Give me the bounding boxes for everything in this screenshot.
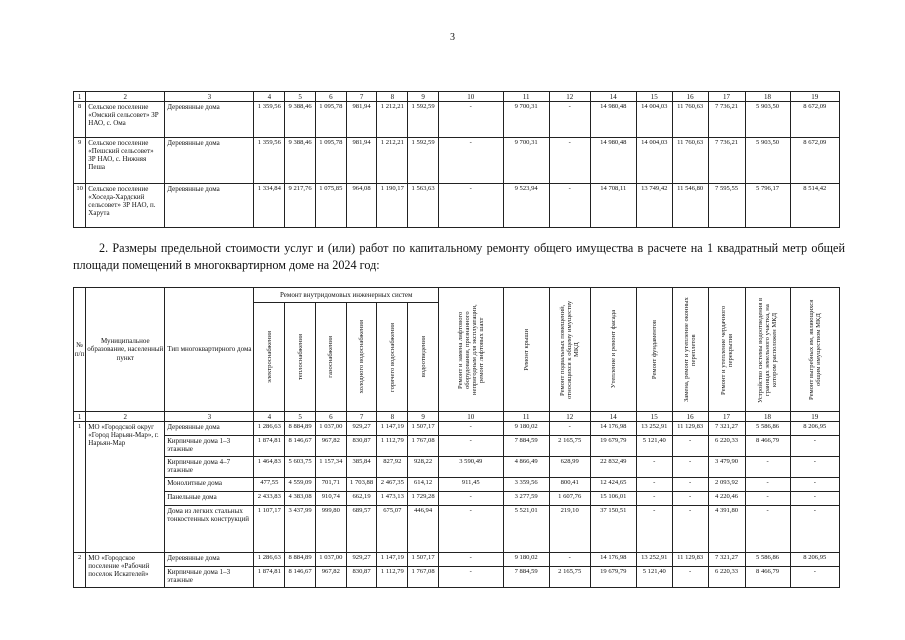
column-number: 10 [438, 92, 503, 102]
value-cell: 11 760,63 [672, 102, 708, 138]
value-cell: - [636, 478, 672, 492]
value-cell: 1 286,63 [254, 422, 285, 436]
value-cell: 7 321,27 [708, 553, 745, 567]
value-cell: 8 206,95 [790, 422, 839, 436]
building-type-cell: Кирпичные дома 1–3 этажные [165, 567, 254, 588]
value-cell: 1 874,81 [254, 436, 285, 457]
value-cell: 3 277,59 [503, 492, 549, 506]
column-number: 16 [672, 412, 708, 422]
header-text-wrap [709, 296, 745, 404]
value-cell: 8 672,09 [790, 102, 839, 138]
value-cell: 14 980,48 [590, 138, 636, 184]
building-type-cell: Деревянные дома [165, 102, 254, 138]
value-cell: - [672, 506, 708, 553]
column-number: 17 [708, 412, 745, 422]
value-cell: 13 749,42 [636, 184, 672, 228]
value-cell: 967,82 [315, 436, 346, 457]
column-number: 11 [503, 92, 549, 102]
value-cell: 1 464,83 [254, 457, 285, 478]
header-text-wrap [550, 296, 590, 404]
header-text-wrap [791, 296, 839, 404]
value-cell: 910,74 [315, 492, 346, 506]
value-cell: - [438, 138, 503, 184]
table-row [74, 102, 840, 138]
header-label: Замена, ремонт и утепление оконных переплетов [683, 297, 698, 402]
building-type-cell: Кирпичные дома 1–3 этажные [165, 436, 254, 457]
column-number: 18 [745, 92, 790, 102]
header-label: Ремонт и замена лифтового оборудования, признанного непригодным для эксплуатации, ремонт лифтовых шахт [456, 304, 485, 395]
value-cell: 9 180,02 [503, 553, 549, 567]
value-cell: 1 112,79 [377, 567, 408, 588]
header-building-type: Тип многоквартирного дома [165, 288, 254, 412]
value-cell: 5 586,86 [745, 422, 790, 436]
column-number: 19 [790, 92, 839, 102]
value-cell: 8 884,89 [285, 553, 316, 567]
building-type-cell: Деревянные дома [165, 422, 254, 436]
column-number: 6 [315, 412, 346, 422]
header-text-wrap [347, 310, 377, 404]
value-cell: - [438, 436, 503, 457]
value-cell: 8 146,67 [285, 567, 316, 588]
value-cell: - [438, 553, 503, 567]
value-cell: 3 437,99 [285, 506, 316, 553]
value-cell: - [549, 422, 590, 436]
value-cell: 9 180,02 [503, 422, 549, 436]
table-row [74, 567, 840, 588]
cost-table-continued [73, 91, 840, 228]
header-work-type [549, 288, 590, 412]
value-cell: - [672, 478, 708, 492]
value-cell: - [438, 102, 503, 138]
value-cell: - [438, 184, 503, 228]
value-cell: 1 212,21 [377, 138, 408, 184]
value-cell: 628,99 [549, 457, 590, 478]
value-cell: 827,92 [377, 457, 408, 478]
table-row [74, 436, 840, 457]
header-text-wrap [316, 310, 346, 404]
header-text-wrap [285, 310, 315, 404]
value-cell: 1 359,56 [254, 102, 285, 138]
value-cell: - [790, 492, 839, 506]
value-cell: 929,27 [346, 422, 377, 436]
value-cell: 7 736,21 [708, 138, 745, 184]
value-cell: 830,87 [346, 436, 377, 457]
value-cell: 830,87 [346, 567, 377, 588]
value-cell: 1 607,76 [549, 492, 590, 506]
value-cell: - [636, 492, 672, 506]
value-cell: 1 767,08 [408, 567, 439, 588]
table-row [74, 553, 840, 567]
value-cell: 2 467,35 [377, 478, 408, 492]
value-cell: 2 433,83 [254, 492, 285, 506]
table-row [74, 478, 840, 492]
column-number: 5 [285, 412, 316, 422]
header-label: Ремонт подвальных помещений, относящихся к общему имуществу МКД [559, 300, 581, 399]
column-number: 6 [315, 92, 346, 102]
value-cell: - [672, 567, 708, 588]
value-cell: - [672, 492, 708, 506]
value-cell: 3 479,90 [708, 457, 745, 478]
value-cell: 1 107,17 [254, 506, 285, 553]
column-number: 5 [285, 92, 316, 102]
building-type-cell: Деревянные дома [165, 184, 254, 228]
row-number: 1 [74, 422, 86, 553]
value-cell: 911,45 [438, 478, 503, 492]
value-cell: 12 424,65 [590, 478, 636, 492]
value-cell: 1 874,81 [254, 567, 285, 588]
value-cell: 1 286,63 [254, 553, 285, 567]
value-cell: 19 679,79 [590, 436, 636, 457]
value-cell: 9 523,94 [503, 184, 549, 228]
value-cell: 9 388,46 [285, 102, 316, 138]
header-work-type [590, 288, 636, 412]
value-cell: 19 679,79 [590, 567, 636, 588]
column-number: 4 [254, 92, 285, 102]
value-cell: 8 466,79 [745, 567, 790, 588]
header-work-type [790, 288, 839, 412]
value-cell: 4 391,80 [708, 506, 745, 553]
value-cell: 14 176,98 [590, 422, 636, 436]
row-number: 2 [74, 553, 86, 588]
section-2-paragraph: 2. Размеры предельной стоимости услуг и (или) работ по капитальному ремонту общего имущества в расчете на 1 квадратный метр общей площади помещений в многоквартирном доме на 2024 год: [73, 241, 845, 272]
value-cell: 14 708,11 [590, 184, 636, 228]
header-label: горячего водоснабжения [388, 322, 396, 392]
column-number: 4 [254, 412, 285, 422]
header-text-wrap [504, 296, 549, 404]
column-number: 2 [86, 412, 165, 422]
table-row [74, 492, 840, 506]
value-cell: 1 703,88 [346, 478, 377, 492]
header-system-type [408, 303, 439, 412]
value-cell: 8 884,89 [285, 422, 316, 436]
value-cell: 1 212,21 [377, 102, 408, 138]
table-row [74, 506, 840, 553]
header-label: Ремонт фундаментов [650, 319, 658, 380]
header-work-type [708, 288, 745, 412]
header-text-wrap [746, 296, 790, 404]
value-cell: 3 590,49 [438, 457, 503, 478]
value-cell: 13 252,91 [636, 422, 672, 436]
value-cell: 964,08 [346, 184, 377, 228]
value-cell: 8 514,42 [790, 184, 839, 228]
value-cell: - [549, 102, 590, 138]
value-cell: 9 700,31 [503, 138, 549, 184]
header-text-wrap [254, 310, 284, 404]
column-number: 10 [438, 412, 503, 422]
header-system-type [346, 303, 377, 412]
settlement-cell: Сельское поселение «Омский сельсовет» ЗР НАО, с. Ома [86, 102, 165, 138]
value-cell: 9 217,76 [285, 184, 316, 228]
value-cell: - [438, 492, 503, 506]
building-type-cell: Монолитные дома [165, 478, 254, 492]
header-engineering-systems: Ремонт внутридомовых инженерных систем [254, 288, 439, 303]
value-cell: 1 592,59 [408, 102, 439, 138]
value-cell: 1 359,56 [254, 138, 285, 184]
value-cell: 1 767,08 [408, 436, 439, 457]
building-type-cell: Деревянные дома [165, 553, 254, 567]
value-cell: 1 729,28 [408, 492, 439, 506]
value-cell: 8 672,09 [790, 138, 839, 184]
value-cell: 701,71 [315, 478, 346, 492]
value-cell: - [438, 422, 503, 436]
header-work-type [636, 288, 672, 412]
value-cell: 1 507,17 [408, 422, 439, 436]
row-number: 9 [74, 138, 86, 184]
value-cell: - [636, 506, 672, 553]
column-number: 11 [503, 412, 549, 422]
table-column-numbers [74, 412, 840, 422]
value-cell: 662,19 [346, 492, 377, 506]
value-cell: 929,27 [346, 553, 377, 567]
value-cell: - [438, 506, 503, 553]
table-row [74, 457, 840, 478]
column-number: 7 [346, 92, 377, 102]
header-label: теплоснабжения [296, 333, 304, 381]
column-number: 3 [165, 92, 254, 102]
value-cell: 7 736,21 [708, 102, 745, 138]
value-cell: 22 832,49 [590, 457, 636, 478]
settlement-cell: МО «Городское поселение «Рабочий поселок Искателей» [86, 553, 165, 588]
header-label: электроснабжения [265, 331, 273, 383]
value-cell: - [549, 138, 590, 184]
table-header-row [74, 288, 840, 303]
value-cell: 5 121,40 [636, 436, 672, 457]
value-cell: 14 980,48 [590, 102, 636, 138]
header-text-wrap [591, 296, 636, 404]
value-cell: - [745, 506, 790, 553]
value-cell: 14 004,03 [636, 138, 672, 184]
value-cell: 1 112,79 [377, 436, 408, 457]
value-cell: - [672, 436, 708, 457]
value-cell: 6 220,33 [708, 436, 745, 457]
column-number: 18 [745, 412, 790, 422]
column-number: 8 [377, 412, 408, 422]
header-system-type [254, 303, 285, 412]
value-cell: 5 603,75 [285, 457, 316, 478]
settlement-cell: МО «Городской округ «Город Нарьян-Мар», г. Нарьян-Мар [86, 422, 165, 553]
value-cell: 5 521,01 [503, 506, 549, 553]
header-work-type [438, 288, 503, 412]
table-row [74, 184, 840, 228]
column-number: 8 [377, 92, 408, 102]
value-cell: 7 884,59 [503, 436, 549, 457]
header-system-type [285, 303, 316, 412]
value-cell: 675,07 [377, 506, 408, 553]
column-number: 14 [590, 412, 636, 422]
value-cell: - [745, 492, 790, 506]
table-header-row [74, 92, 840, 102]
value-cell: - [672, 457, 708, 478]
value-cell: 14 176,98 [590, 553, 636, 567]
page-number: 3 [450, 32, 455, 43]
value-cell: 1 095,78 [315, 102, 346, 138]
value-cell: 4 383,08 [285, 492, 316, 506]
header-text-wrap [439, 296, 503, 404]
table-row [74, 138, 840, 184]
header-text-wrap [408, 310, 438, 404]
value-cell: 446,94 [408, 506, 439, 553]
column-number: 1 [74, 412, 86, 422]
value-cell: 15 106,01 [590, 492, 636, 506]
column-number: 9 [408, 412, 439, 422]
header-work-type [672, 288, 708, 412]
header-label: водоотведения [419, 336, 427, 378]
value-cell: 1 037,00 [315, 553, 346, 567]
column-number: 12 [549, 412, 590, 422]
value-cell: - [745, 457, 790, 478]
header-work-type [745, 288, 790, 412]
header-label: Ремонт и утепление чердачного перекрытия [719, 304, 734, 395]
column-number: 12 [549, 92, 590, 102]
building-type-cell: Кирпичные дома 4–7 этажные [165, 457, 254, 478]
value-cell: 11 129,83 [672, 422, 708, 436]
value-cell: 4 866,49 [503, 457, 549, 478]
settlement-cell: Сельское поселение «Хоседа-Хардский сельсовет» ЗР НАО, п. Харута [86, 184, 165, 228]
value-cell: 1 507,17 [408, 553, 439, 567]
value-cell: 5 121,40 [636, 567, 672, 588]
header-text-wrap [673, 296, 708, 404]
value-cell: 13 252,91 [636, 553, 672, 567]
header-label: газоснабжения [327, 336, 335, 378]
column-number: 14 [590, 92, 636, 102]
value-cell: - [549, 553, 590, 567]
value-cell: - [745, 478, 790, 492]
settlement-cell: Сельское поселение «Пешский сельсовет» ЗР НАО, с. Нижняя Пеша [86, 138, 165, 184]
value-cell: 7 321,27 [708, 422, 745, 436]
value-cell: 5 586,86 [745, 553, 790, 567]
value-cell: - [636, 457, 672, 478]
building-type-cell: Панельные дома [165, 492, 254, 506]
value-cell: 5 796,17 [745, 184, 790, 228]
row-number: 8 [74, 102, 86, 138]
value-cell: 1 095,78 [315, 138, 346, 184]
value-cell: 2 165,75 [549, 436, 590, 457]
column-number: 16 [672, 92, 708, 102]
value-cell: 1 075,85 [315, 184, 346, 228]
column-number: 2 [86, 92, 165, 102]
value-cell: 7 884,59 [503, 567, 549, 588]
value-cell: 614,12 [408, 478, 439, 492]
value-cell: 981,94 [346, 102, 377, 138]
column-number: 9 [408, 92, 439, 102]
value-cell: - [790, 478, 839, 492]
column-number: 3 [165, 412, 254, 422]
column-number: 15 [636, 92, 672, 102]
building-type-cell: Дома из легких стальных тонкостенных конструкций [165, 506, 254, 553]
value-cell: 8 146,67 [285, 436, 316, 457]
value-cell: 981,94 [346, 138, 377, 184]
value-cell: 967,82 [315, 567, 346, 588]
header-text-wrap [637, 296, 672, 404]
cost-table-2024 [73, 287, 840, 588]
value-cell: 11 546,80 [672, 184, 708, 228]
value-cell: 2 093,92 [708, 478, 745, 492]
value-cell: 5 903,50 [745, 102, 790, 138]
value-cell: 1 147,19 [377, 553, 408, 567]
value-cell: - [549, 184, 590, 228]
value-cell: 7 595,55 [708, 184, 745, 228]
header-work-type [503, 288, 549, 412]
header-system-type [315, 303, 346, 412]
value-cell: 928,22 [408, 457, 439, 478]
row-number: 10 [74, 184, 86, 228]
value-cell: 1 592,59 [408, 138, 439, 184]
value-cell: 11 129,83 [672, 553, 708, 567]
value-cell: 1 473,13 [377, 492, 408, 506]
column-number: 1 [74, 92, 86, 102]
value-cell: - [790, 457, 839, 478]
value-cell: - [790, 436, 839, 457]
value-cell: 8 466,79 [745, 436, 790, 457]
value-cell: 4 559,09 [285, 478, 316, 492]
value-cell: 11 760,63 [672, 138, 708, 184]
value-cell: 1 563,63 [408, 184, 439, 228]
value-cell: 1 147,19 [377, 422, 408, 436]
column-number: 17 [708, 92, 745, 102]
value-cell: 4 220,46 [708, 492, 745, 506]
value-cell: 800,41 [549, 478, 590, 492]
value-cell: 689,57 [346, 506, 377, 553]
table-row [74, 422, 840, 436]
value-cell: 1 334,84 [254, 184, 285, 228]
value-cell: 8 206,95 [790, 553, 839, 567]
column-number: 7 [346, 412, 377, 422]
header-label: Ремонт выгребных ям, являющихся общим имуществом МКД [807, 299, 822, 400]
header-label: Устройство системы водоотведения в границах земельного участка, на котором расположен МКД [757, 296, 779, 403]
value-cell: 219,10 [549, 506, 590, 553]
value-cell: 1 037,00 [315, 422, 346, 436]
column-number: 19 [790, 412, 839, 422]
header-system-type [377, 303, 408, 412]
value-cell: 6 220,33 [708, 567, 745, 588]
header-label: Утепление и ремонт фасада [609, 310, 617, 389]
value-cell: 5 903,50 [745, 138, 790, 184]
value-cell: 1 190,17 [377, 184, 408, 228]
value-cell: 9 700,31 [503, 102, 549, 138]
header-num: № п/п [74, 288, 86, 412]
value-cell: 37 150,51 [590, 506, 636, 553]
value-cell: 385,84 [346, 457, 377, 478]
value-cell: 2 165,75 [549, 567, 590, 588]
building-type-cell: Деревянные дома [165, 138, 254, 184]
value-cell: 9 388,46 [285, 138, 316, 184]
header-label: Ремонт крыши [522, 328, 530, 371]
value-cell: - [438, 567, 503, 588]
column-number: 15 [636, 412, 672, 422]
value-cell: - [790, 506, 839, 553]
value-cell: 3 359,56 [503, 478, 549, 492]
value-cell: - [790, 567, 839, 588]
value-cell: 477,55 [254, 478, 285, 492]
header-text-wrap [377, 310, 407, 404]
value-cell: 14 004,03 [636, 102, 672, 138]
header-municipality: Муниципальное образование, населенный пункт [86, 288, 165, 412]
value-cell: 999,80 [315, 506, 346, 553]
value-cell: 1 157,34 [315, 457, 346, 478]
header-label: холодного водоснабжения [358, 320, 366, 394]
